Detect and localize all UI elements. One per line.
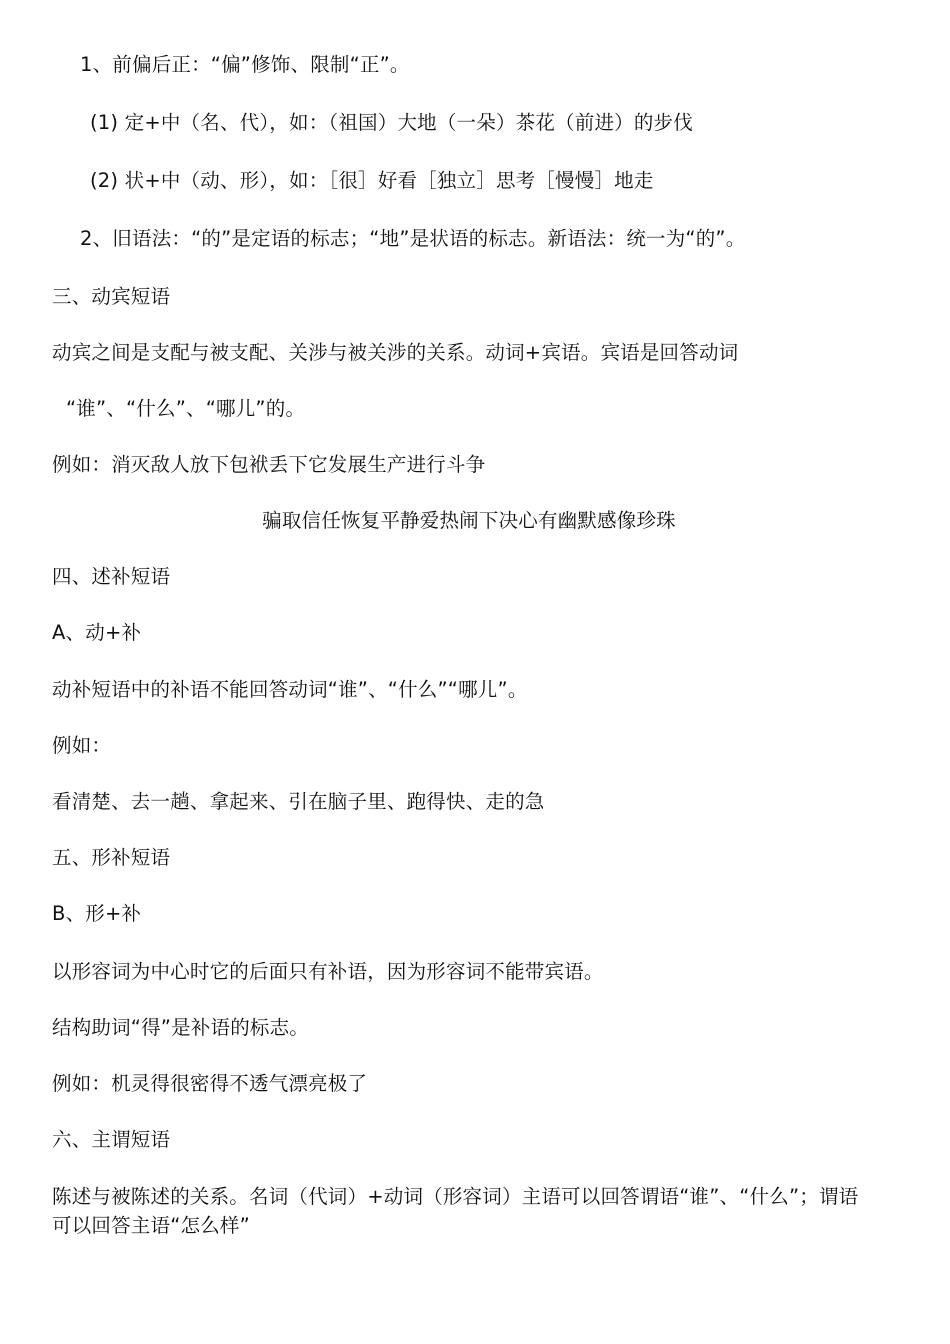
- adjective-complement-examples: 例如：机灵得很密得不透气漂亮极了: [52, 1072, 368, 1095]
- rule-grammar-markers: 2、旧语法：“的”是定语的标志；“地”是状语的标志。新语法：统一为“的”。: [80, 227, 746, 250]
- heading-verb-complement: 四、述补短语: [52, 565, 171, 588]
- subheading-adjective-complement: B、形+补: [52, 902, 142, 925]
- subject-predicate-description: 陈述与被陈述的关系。名词（代词）+动词（形容词）主语可以回答谓语“谁”、“什么”；谓语可以回答主语“怎么样”: [52, 1185, 859, 1237]
- heading-adjective-complement: 五、形补短语: [52, 846, 171, 869]
- rule-attributive-head: (1) 定+中（名、代），如：（祖国）大地（一朵）茶花（前进）的步伐: [90, 111, 693, 134]
- verb-object-questions: “谁”、“什么”、“哪儿”的。: [66, 397, 306, 420]
- adjective-complement-description: 以形容词为中心时它的后面只有补语，因为形容词不能带宾语。: [52, 960, 604, 983]
- heading-subject-predicate: 六、主谓短语: [52, 1128, 171, 1151]
- verb-complement-examples: 看清楚、去一趟、拿起来、引在脑子里、跑得快、走的急: [52, 790, 545, 813]
- rule-front-modifier: 1、前偏后正：“偏”修饰、限制“正”。: [80, 53, 410, 76]
- verb-object-examples-continued: 骗取信任恢复平静爱热闹下决心有幽默感像珍珠: [262, 509, 676, 532]
- verb-object-description: 动宾之间是支配与被支配、关涉与被关涉的关系。动词+宾语。宾语是回答动词: [52, 341, 739, 364]
- example-label: 例如：: [52, 734, 112, 757]
- subheading-verb-complement: A、动+补: [52, 621, 142, 644]
- verb-object-examples: 例如：消灭敌人放下包袱丢下它发展生产进行斗争: [52, 453, 486, 476]
- heading-verb-object: 三、动宾短语: [52, 285, 171, 308]
- verb-complement-description: 动补短语中的补语不能回答动词“谁”、“什么”“哪儿”。: [52, 678, 528, 701]
- rule-adverbial-head: (2) 状+中（动、形），如：［很］好看［独立］思考［慢慢］地走: [90, 169, 654, 192]
- complement-marker-note: 结构助词“得”是补语的标志。: [52, 1016, 310, 1039]
